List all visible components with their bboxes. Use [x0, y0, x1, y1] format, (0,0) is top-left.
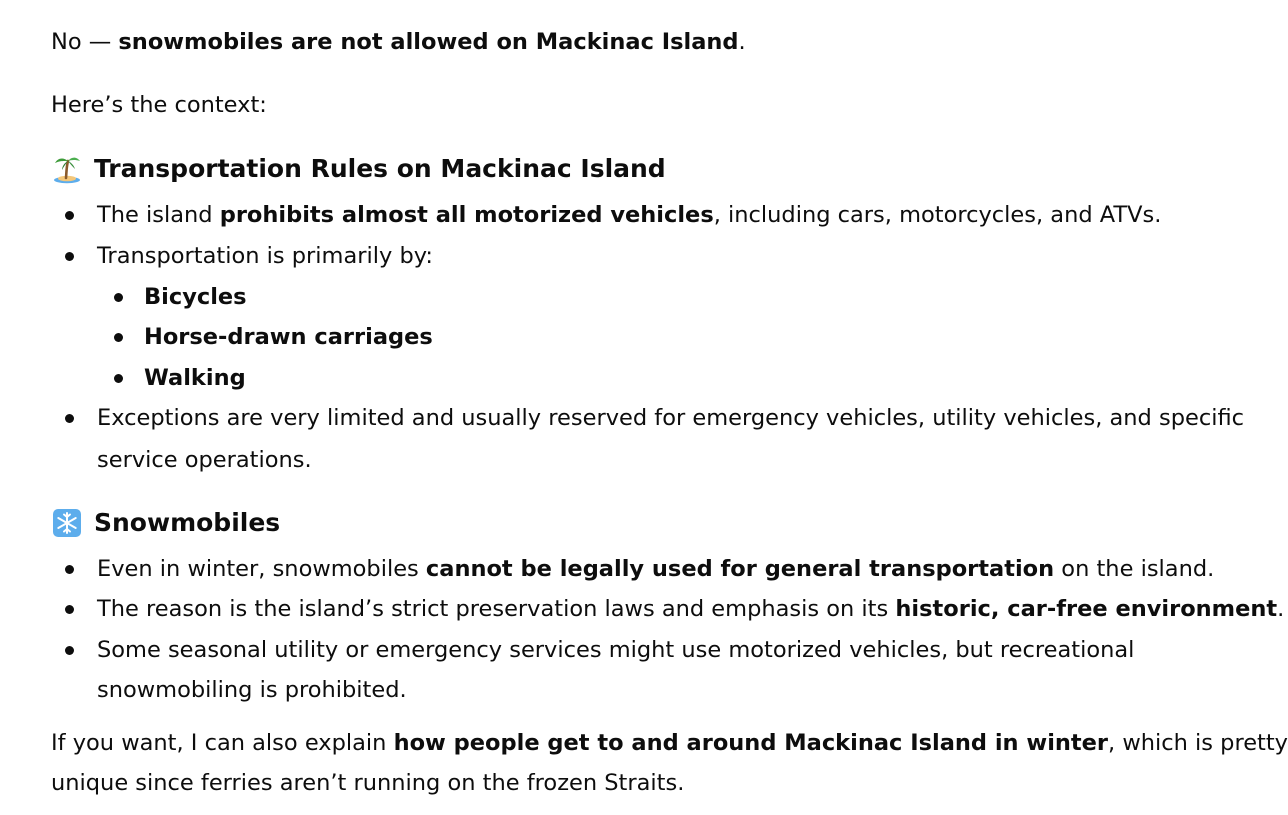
bold-text: how people get to and around Mackinac Island in winter: [393, 730, 1109, 756]
desert-island-icon: [52, 154, 82, 184]
bold-text: Horse-drawn carriages: [144, 324, 433, 350]
bold-text: historic, car-free environment: [895, 596, 1278, 622]
list-item: [97, 236, 433, 276]
section-heading-transportation: [52, 151, 666, 187]
text: Transportation is primarily by:: [97, 243, 433, 269]
context-line: Here’s the context:: [51, 92, 267, 118]
bullet-dot: [114, 333, 123, 342]
text: The reason is the island’s strict preservation laws and emphasis on its: [97, 596, 896, 622]
bold-text: prohibits almost all motorized vehicles: [219, 202, 714, 228]
bullet-dot: [65, 211, 74, 220]
outro-paragraph-line2: unique since ferries aren’t running on the frozen Straits.: [51, 770, 685, 796]
bullet-dot: [65, 414, 74, 423]
list-item: [97, 398, 1244, 438]
bullet-dot: [65, 605, 74, 614]
text: The island: [97, 202, 220, 228]
section-title: Transportation Rules on Mackinac Island: [94, 154, 666, 183]
text: Exceptions are very limited and usually reserved for emergency vehicles, utility vehicles, and specific: [97, 405, 1244, 431]
sub-list-item: [144, 277, 247, 317]
text: .: [1277, 596, 1285, 622]
text: , which is pretty: [1108, 730, 1288, 756]
outro-paragraph: [51, 723, 1288, 763]
bullet-dot: [65, 646, 74, 655]
list-item-continuation: service operations.: [97, 447, 312, 473]
sub-list-item: [144, 358, 246, 398]
sub-list-item: [144, 317, 433, 357]
text: Some seasonal utility or emergency services might use motorized vehicles, but recreational: [97, 637, 1135, 663]
intro-prefix: No —: [51, 29, 119, 55]
list-item: [97, 589, 1284, 629]
bold-text: Walking: [144, 365, 246, 391]
text: , including cars, motorcycles, and ATVs.: [713, 202, 1162, 228]
list-item-continuation: snowmobiling is prohibited.: [97, 677, 407, 703]
intro-paragraph: [51, 22, 746, 62]
list-item: [97, 630, 1134, 670]
bullet-dot: [65, 252, 74, 261]
bullet-dot: [114, 374, 123, 383]
list-item: [97, 549, 1214, 589]
section-heading-snowmobiles: [52, 505, 280, 541]
bold-text: cannot be legally used for general transportation: [425, 556, 1055, 582]
intro-suffix: .: [738, 29, 746, 55]
intro-bold: snowmobiles are not allowed on Mackinac Island: [118, 29, 739, 55]
text: on the island.: [1054, 556, 1215, 582]
list-item: [97, 195, 1161, 235]
snowflake-icon: [52, 508, 82, 538]
section-title: Snowmobiles: [94, 508, 281, 537]
text: If you want, I can also explain: [51, 730, 394, 756]
bullet-dot: [114, 293, 123, 302]
bullet-dot: [65, 565, 74, 574]
bold-text: Bicycles: [144, 284, 247, 310]
text: Even in winter, snowmobiles: [97, 556, 426, 582]
